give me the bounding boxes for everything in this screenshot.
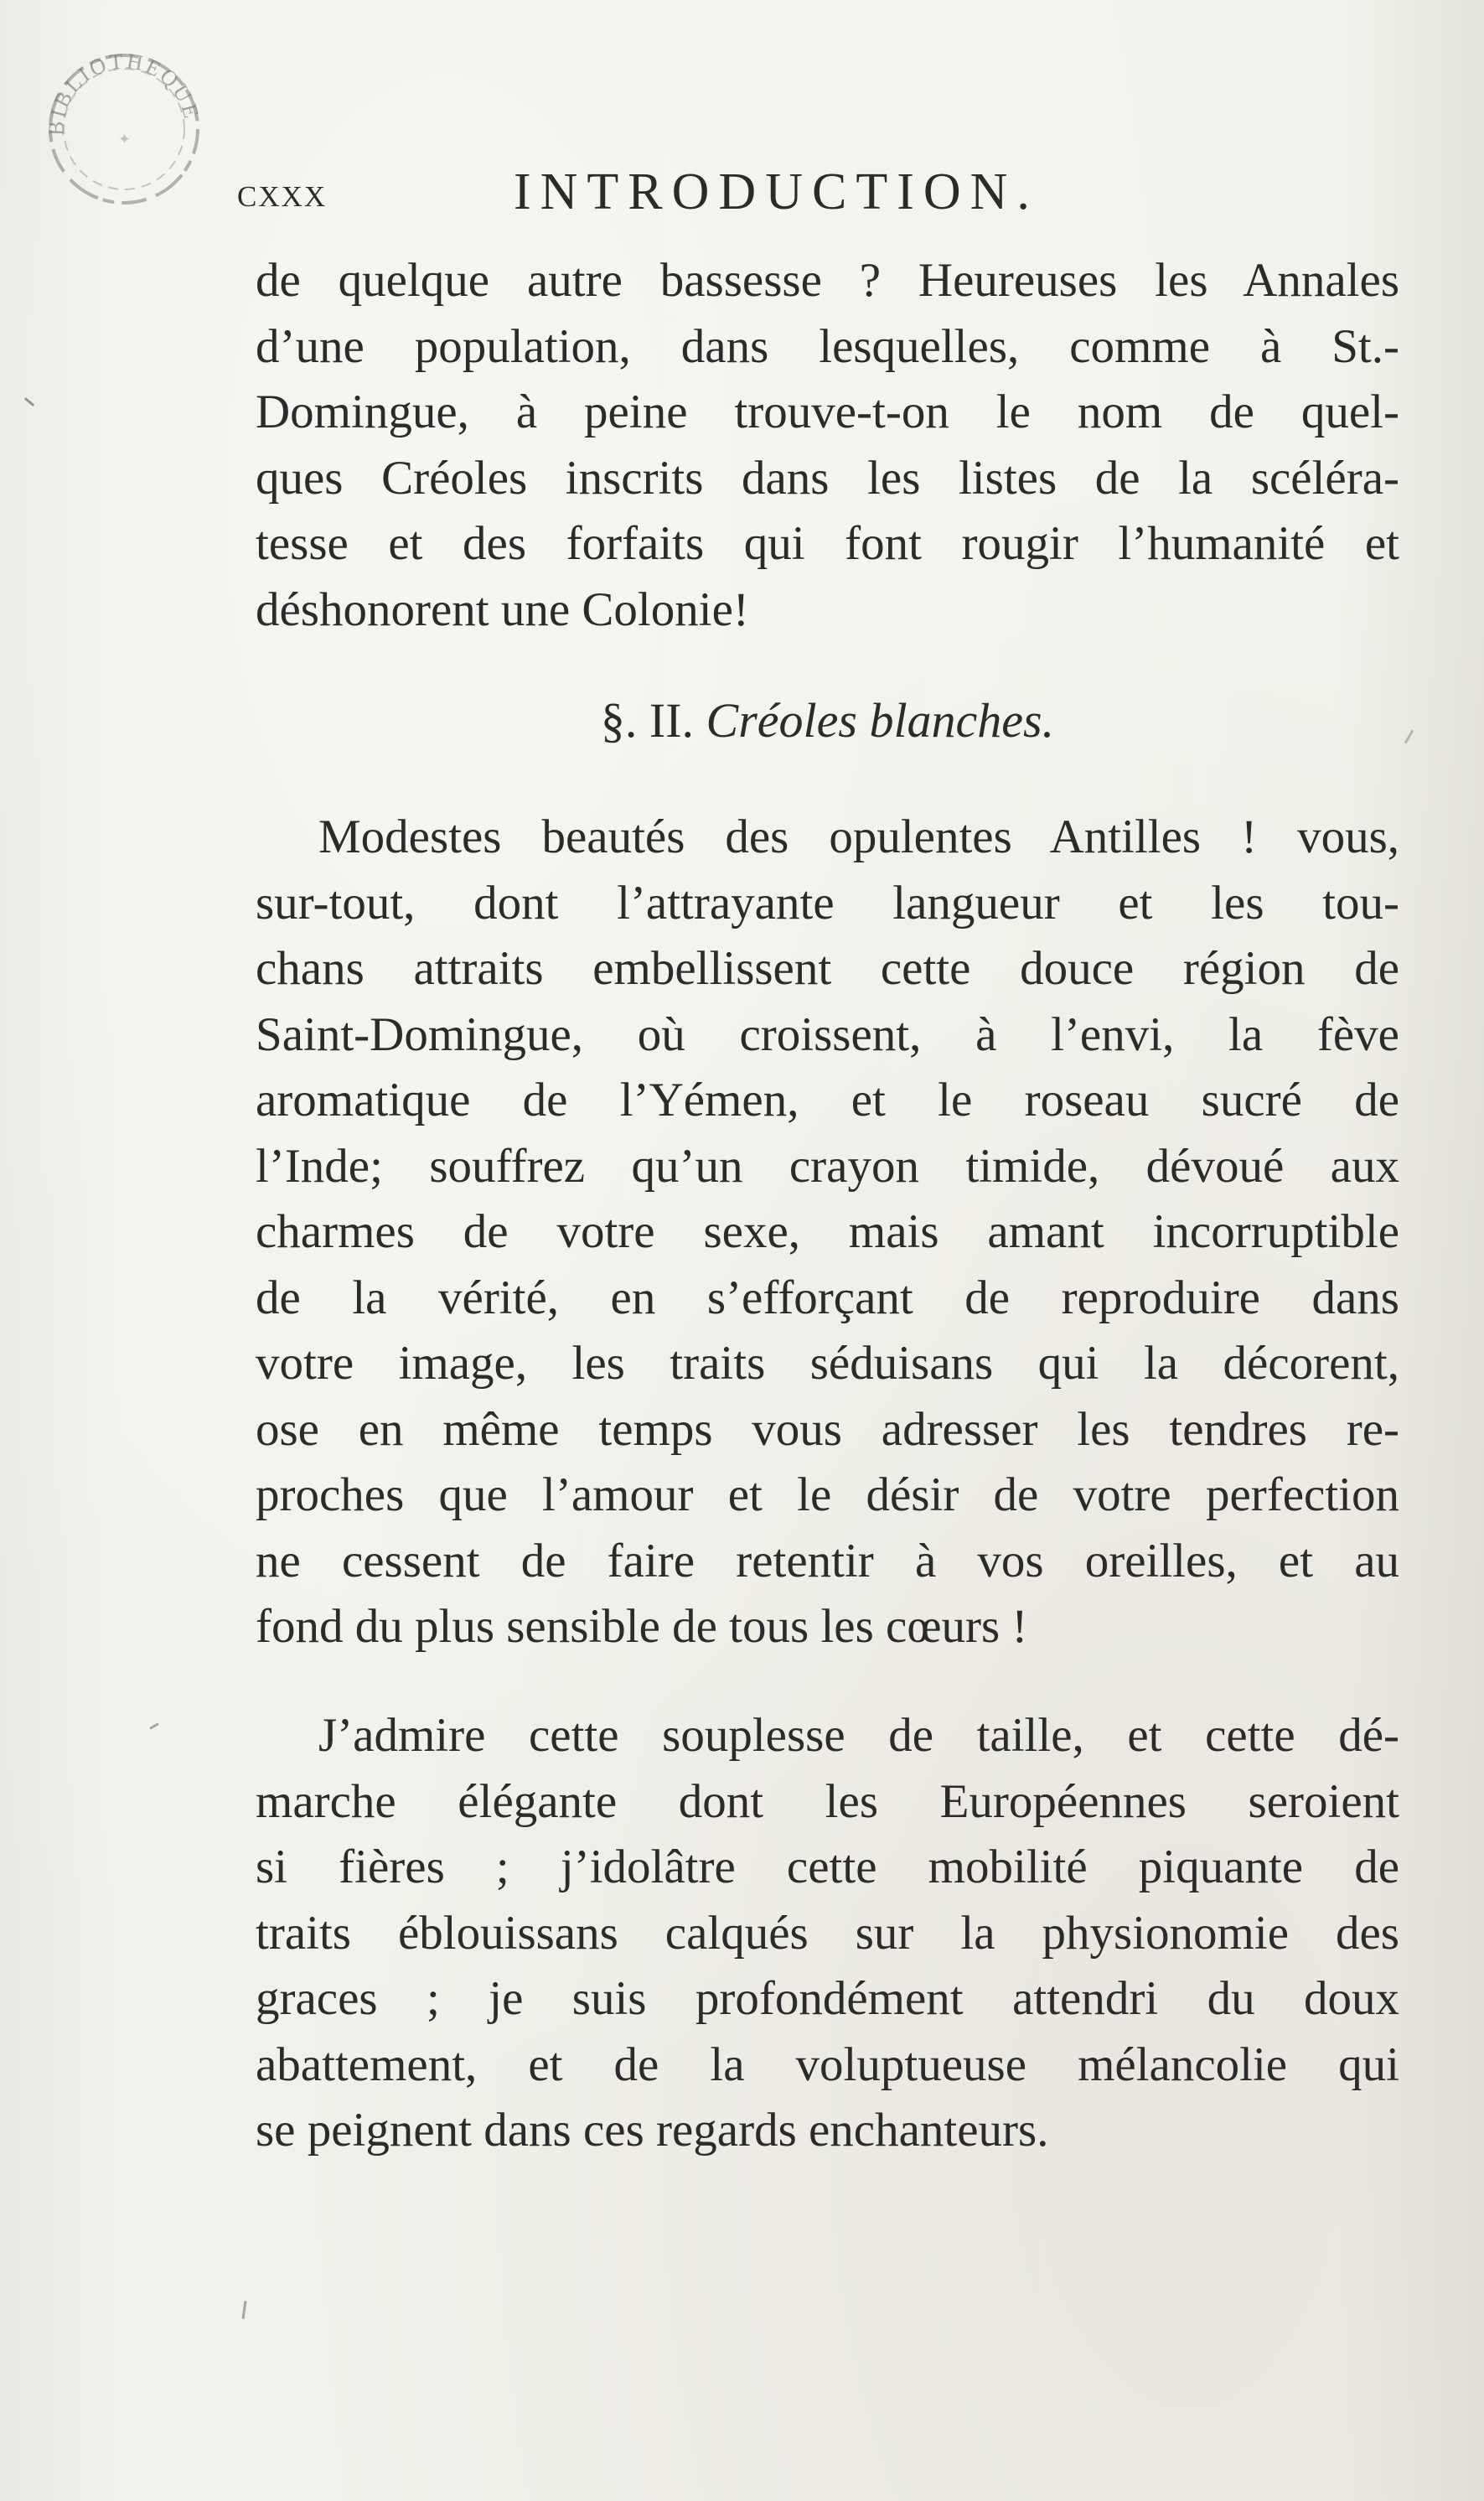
text-line: chans attraits embellissent cette douce région de	[256, 942, 1399, 995]
text-line: ose en même temps vous adresser les tendres re-	[256, 1402, 1399, 1456]
text-line: ne cessent de faire retentir à vos oreilles, et au	[256, 1534, 1399, 1587]
text-line: déshonorent une Colonie!	[256, 583, 749, 636]
text-line: traits éblouissans calqués sur la physionomie des	[256, 1906, 1399, 1960]
text-line: Domingue, à peine trouve-t-on le nom de quel-	[256, 386, 1399, 438]
text-line: proches que l’amour et le désir de votre perfection	[256, 1468, 1399, 1521]
text-line: de quelque autre bassesse ? Heureuses les Annales	[256, 254, 1399, 307]
running-title: INTRODUCTION.	[514, 163, 1039, 220]
text-line: d’une population, dans lesquelles, comme à St.-	[256, 319, 1399, 373]
text-line: ques Créoles inscrits dans les listes de la scéléra-	[256, 451, 1399, 505]
text-line: se peignent dans ces regards enchanteurs.	[256, 2104, 1049, 2157]
text-line: J’admire cette souplesse de taille, et cette dé-	[318, 1709, 1399, 1762]
section-title: Créoles blanches.	[706, 693, 1055, 748]
page-number: cxxx	[237, 168, 328, 215]
text-line: aromatique de l’Yémen, et le roseau sucré de	[256, 1074, 1399, 1126]
text-line: tesse et des forfaits qui font rougir l’humanité et	[256, 517, 1399, 570]
section-heading	[256, 692, 1399, 748]
library-stamp	[39, 44, 210, 215]
text-line: Modestes beautés des opulentes Antilles ! vous,	[318, 810, 1399, 863]
section-number: §. II.	[600, 693, 695, 748]
text-line: de la vérité, en s’efforçant de reproduire dans	[256, 1271, 1399, 1324]
paper-fleck	[24, 397, 35, 406]
text-line: si fières ; j’idolâtre cette mobilité piquante de	[256, 1841, 1399, 1893]
text-line: marche élégante dont les Européennes seroient	[256, 1774, 1399, 1828]
running-head	[237, 163, 1410, 235]
text-line: charmes de votre sexe, mais amant incorruptible	[256, 1205, 1399, 1258]
paragraph-2	[256, 805, 1399, 1660]
stamp-text: BIBLIOTHEQUE	[44, 49, 204, 137]
text-line: votre image, les traits séduisans qui la décorent,	[256, 1337, 1399, 1390]
text-line: abattement, et de la voluptueuse mélancolie qui	[256, 2038, 1399, 2091]
text-line: l’Inde; souffrez qu’un crayon timide, dévoué aux	[256, 1139, 1399, 1193]
text-line: fond du plus sensible de tous les cœurs !	[256, 1600, 1028, 1653]
svg-text:✦: ✦	[118, 131, 132, 148]
paper-fleck	[1404, 729, 1414, 743]
paragraph-3	[256, 1703, 1399, 2164]
text-line: Saint-Domingue, où croissent, à l’envi, la fève	[256, 1007, 1399, 1061]
paper-fleck	[149, 1722, 159, 1730]
paragraph-1	[256, 248, 1399, 643]
paper-fleck	[241, 2301, 246, 2319]
text-line: graces ; je suis profondément attendri du doux	[256, 1972, 1399, 2025]
text-line: sur-tout, dont l’attrayante langueur et les tou-	[256, 876, 1399, 929]
